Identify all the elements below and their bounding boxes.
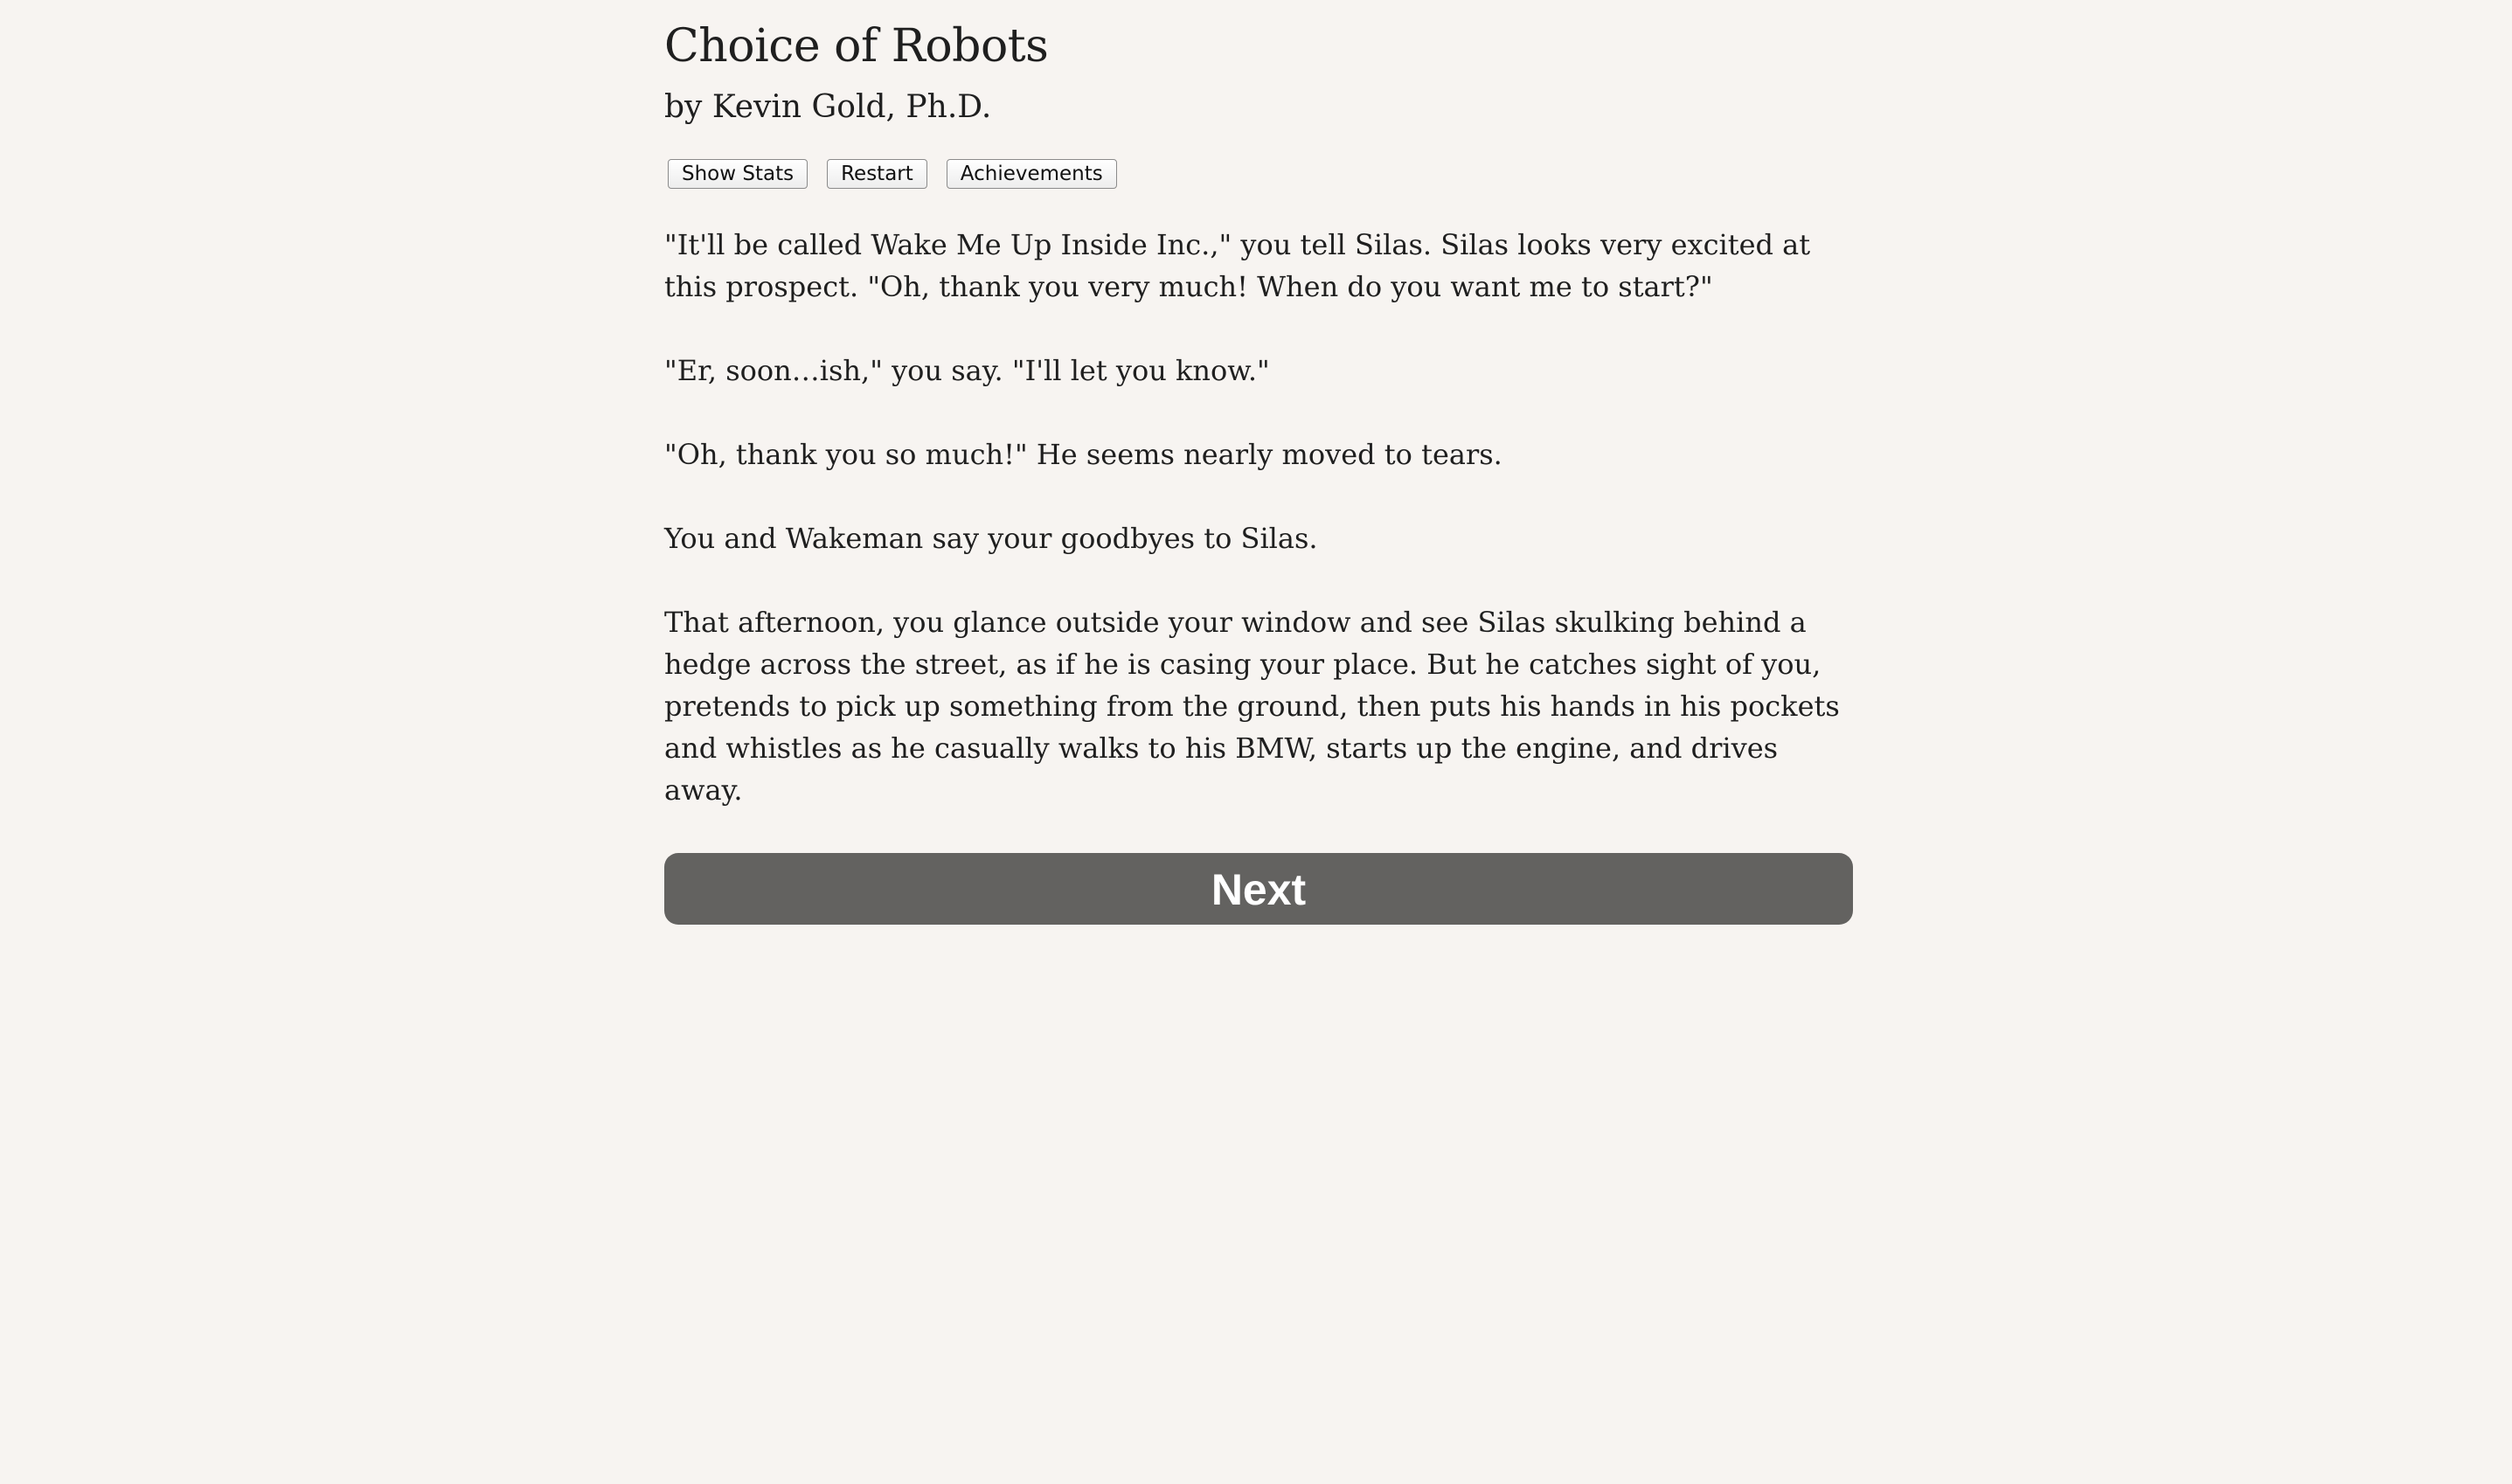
achievements-button[interactable]: Achievements (947, 159, 1117, 189)
story-paragraph: That afternoon, you glance outside your window and see Silas skulking behind a hedge across the street, as if he is casing your place. But he catches sight of you, pretends to pick up something from the ground, then puts his hands in his pockets and whistles as he casually walks to his BMW, starts up the engine, and drives away. (664, 606, 1840, 807)
story-paragraph: "Oh, thank you so much!" He seems nearly moved to tears. (664, 438, 1502, 471)
author-byline: by Kevin Gold, Ph.D. (664, 89, 992, 125)
game-title: Choice of Robots (664, 20, 1049, 73)
restart-button[interactable]: Restart (827, 159, 927, 189)
story-paragraph: "It'll be called Wake Me Up Inside Inc.," you tell Silas. Silas looks very excited at this prospect. "Oh, thank you very much! When do you want me to start?" (664, 228, 1811, 303)
story-paragraph: "Er, soon…ish," you say. "I'll let you know." (664, 354, 1270, 387)
show-stats-button[interactable]: Show Stats (668, 159, 808, 189)
story-text (664, 224, 1853, 811)
toolbar (664, 159, 1853, 192)
story-paragraph: You and Wakeman say your goodbyes to Silas. (664, 522, 1318, 555)
next-button[interactable]: Next (664, 853, 1853, 925)
game-container (664, 0, 1853, 925)
